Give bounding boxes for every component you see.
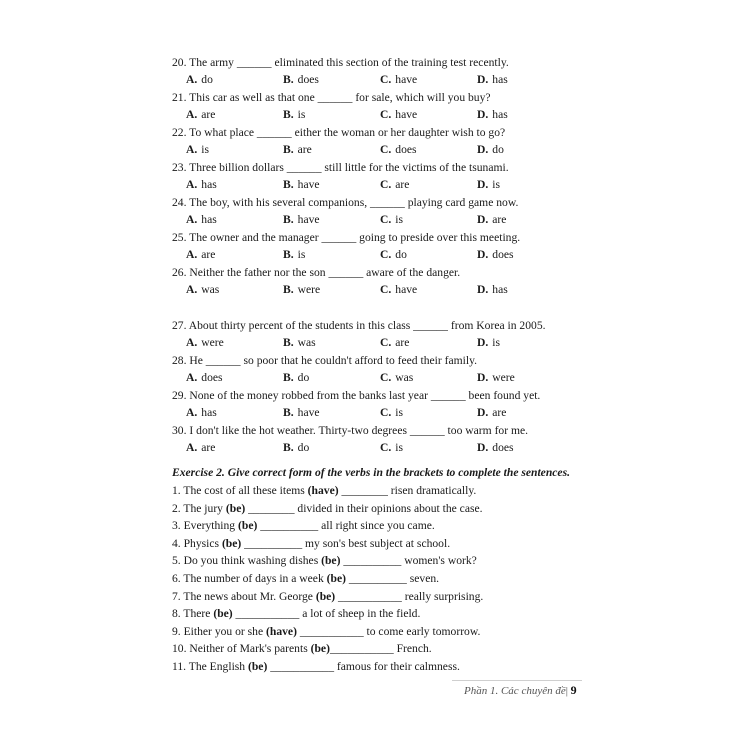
exercise-item-text: 4. Physics (172, 536, 222, 550)
exercise-item-text: 2. The jury (172, 501, 226, 515)
option-text: were (201, 336, 224, 349)
question-text: 25. The owner and the manager ______ going to preside over this meeting. (172, 231, 521, 244)
option-letter: C. (380, 143, 392, 156)
option-text: does (297, 73, 319, 86)
option-letter: B. (283, 441, 294, 454)
option-text: were (492, 371, 515, 384)
exercise-item-text: 1. The cost of all these items (172, 484, 308, 497)
exercise-item-text: 8. There (172, 607, 214, 621)
footer-section-label: Phần 1. Các chuyên đề (464, 685, 566, 697)
answer-option (283, 336, 316, 350)
answer-option (186, 213, 217, 227)
answer-option (283, 143, 312, 157)
option-text: have (395, 73, 418, 86)
option-letter: C. (380, 108, 392, 121)
option-letter: A. (186, 371, 198, 384)
answer-options (186, 441, 546, 455)
option-letter: A. (186, 73, 198, 86)
option-letter: C. (380, 283, 392, 296)
option-text: was (395, 371, 414, 384)
option-letter: D. (477, 73, 489, 86)
exercise-2-title: Exercise 2. Give correct form of the verbs in the brackets to complete the sentences. (172, 466, 570, 479)
option-text: is (297, 108, 306, 121)
answer-option (186, 441, 215, 455)
option-letter: C. (380, 178, 392, 191)
question-text: 24. The boy, with his several companions, ______ playing card game now. (172, 196, 519, 209)
exercise-item (172, 642, 432, 656)
answer-option (380, 371, 413, 385)
exercise-item-verb: (be) (326, 572, 346, 585)
answer-option (186, 143, 209, 157)
option-letter: D. (477, 336, 489, 349)
answer-option (380, 213, 403, 227)
exercise-item-verb: (be) (321, 554, 341, 568)
answer-option (380, 178, 409, 192)
exercise-item-blank-text: __________ women's work? (340, 554, 477, 568)
option-text: do (395, 248, 407, 261)
option-letter: D. (477, 283, 489, 296)
option-text: do (492, 143, 504, 156)
option-text: does (201, 371, 223, 384)
exercise-item-verb: (have) (307, 484, 339, 497)
option-text: is (492, 178, 501, 191)
answer-option (477, 143, 504, 157)
answer-option (477, 441, 514, 455)
answer-option (477, 283, 508, 297)
option-text: is (395, 441, 404, 454)
footer-separator: | (565, 685, 568, 697)
exercise-item (172, 537, 450, 551)
exercise-item (172, 502, 483, 516)
option-letter: C. (380, 73, 392, 86)
answer-option (283, 73, 319, 87)
answer-option (477, 248, 514, 262)
question-text: 23. Three billion dollars ______ still little for the victims of the tsunami. (172, 161, 509, 174)
page-number: 9 (570, 683, 577, 697)
exercise-item-verb: (be) (248, 660, 268, 673)
answer-option (477, 178, 500, 192)
option-text: has (201, 406, 217, 419)
answer-option (283, 178, 320, 192)
option-text: are (395, 336, 410, 349)
option-letter: D. (477, 108, 489, 121)
exercise-item-verb: (be) (310, 642, 330, 656)
option-text: is (395, 213, 404, 226)
exercise-item (172, 607, 420, 621)
exercise-item-text: 3. Everything (172, 519, 239, 533)
option-letter: B. (283, 371, 294, 384)
option-letter: D. (477, 371, 489, 384)
exercise-item-text: 11. The English (172, 660, 248, 673)
option-text: is (201, 143, 210, 156)
exercise-item-blank-text: ___________ to come early tomorrow. (296, 624, 481, 638)
exercise-item-verb: (be) (221, 536, 242, 550)
answer-options (186, 371, 546, 385)
exercise-item-blank-text: __________ seven. (345, 572, 440, 585)
answer-option (380, 406, 403, 420)
exercise-item (172, 590, 483, 604)
option-text: has (492, 283, 508, 296)
exercise-item (172, 572, 439, 586)
exercise-item-text: 6. The number of days in a week (172, 572, 327, 585)
answer-option (186, 371, 223, 385)
exercise-item (172, 554, 477, 568)
option-text: was (201, 283, 220, 296)
answer-options (186, 108, 546, 122)
question-text: 26. Neither the father nor the son ______ aware of the danger. (172, 266, 461, 279)
answer-options (186, 406, 546, 420)
option-letter: B. (283, 283, 294, 296)
option-letter: C. (380, 248, 392, 261)
option-letter: D. (477, 406, 489, 419)
answer-option (380, 441, 403, 455)
option-letter: D. (477, 213, 489, 226)
exercise-item-blank-text: ___________ French. (329, 642, 432, 656)
option-letter: B. (283, 406, 294, 419)
answer-options (186, 248, 546, 262)
exercise-item-blank-text: __________ my son's best subject at school. (241, 536, 451, 550)
question-text: 30. I don't like the hot weather. Thirty-two degrees ______ too warm for me. (172, 424, 529, 437)
exercise-item-text: 5. Do you think washing dishes (172, 554, 322, 568)
answer-option (283, 441, 309, 455)
exercise-item-text: 9. Either you or she (172, 624, 267, 638)
option-letter: A. (186, 108, 198, 121)
option-letter: A. (186, 213, 198, 226)
question-text: 28. He ______ so poor that he couldn't afford to feed their family. (172, 354, 478, 367)
option-letter: C. (380, 371, 392, 384)
answer-options (186, 73, 546, 87)
option-letter: B. (283, 248, 294, 261)
option-letter: B. (283, 213, 294, 226)
answer-option (380, 336, 409, 350)
exercise-item-blank-text: ___________ famous for their calmness. (267, 660, 460, 673)
answer-option (186, 108, 215, 122)
option-text: are (492, 406, 507, 419)
answer-options (186, 283, 546, 297)
exercise-item-text: 7. The news about Mr. George (172, 589, 316, 603)
option-text: does (395, 143, 417, 156)
answer-options (186, 178, 546, 192)
exercise-item-verb: (have) (266, 624, 297, 638)
option-letter: D. (477, 143, 489, 156)
option-letter: B. (283, 178, 294, 191)
answer-options (186, 336, 546, 350)
answer-option (283, 108, 305, 122)
answer-option (380, 143, 417, 157)
option-text: is (395, 406, 404, 419)
exercise-item-verb: (be) (238, 519, 258, 533)
exercise-item-verb: (be) (213, 607, 233, 621)
option-text: have (395, 283, 418, 296)
answer-option (186, 178, 217, 192)
answer-option (380, 283, 417, 297)
question-text: 20. The army ______ eliminated this section of the training test recently. (172, 56, 509, 69)
answer-option (283, 406, 320, 420)
option-letter: A. (186, 441, 198, 454)
option-text: are (395, 178, 410, 191)
option-text: do (297, 441, 310, 454)
footer-divider (452, 680, 582, 681)
answer-option (283, 371, 309, 385)
option-text: do (297, 371, 310, 384)
answer-option (477, 406, 506, 420)
question-text: 29. None of the money robbed from the banks last year ______ been found yet. (172, 389, 541, 402)
answer-option (380, 108, 417, 122)
question-text: 22. To what place ______ either the woman or her daughter wish to go? (172, 126, 506, 139)
option-letter: A. (186, 248, 198, 261)
exercise-item (172, 519, 435, 533)
option-text: was (297, 336, 316, 349)
answer-option (477, 336, 500, 350)
option-letter: A. (186, 406, 198, 419)
answer-options (186, 143, 546, 157)
option-letter: D. (477, 178, 489, 191)
answer-option (186, 336, 224, 350)
answer-option (283, 248, 305, 262)
exercise-item (172, 484, 476, 498)
option-text: have (297, 406, 320, 419)
option-text: are (492, 213, 507, 226)
option-text: are (297, 143, 312, 156)
option-text: has (201, 213, 217, 226)
option-text: does (492, 441, 514, 454)
answer-option (380, 248, 407, 262)
exercise-item-blank-text: __________ all right since you came. (257, 519, 435, 533)
option-text: do (201, 73, 213, 86)
answer-option (186, 283, 219, 297)
option-text: is (492, 336, 501, 349)
exercise-item (172, 660, 460, 674)
option-letter: B. (283, 73, 294, 86)
option-text: is (297, 248, 306, 261)
option-letter: A. (186, 178, 198, 191)
option-letter: C. (380, 406, 392, 419)
option-text: has (201, 178, 217, 191)
answer-option (477, 73, 508, 87)
answer-option (477, 371, 515, 385)
exercise-item (172, 625, 480, 639)
answer-option (186, 248, 215, 262)
exercise-item-blank-text: ________ divided in their opinions about the case. (245, 501, 483, 515)
question-text: 21. This car as well as that one ______ for sale, which will you buy? (172, 91, 491, 104)
option-letter: C. (380, 441, 392, 454)
option-letter: C. (380, 213, 392, 226)
exercise-item-blank-text: ________ risen dramatically. (338, 484, 477, 497)
answer-option (380, 73, 417, 87)
option-letter: A. (186, 143, 198, 156)
exercise-item-blank-text: ___________ really surprising. (335, 589, 484, 603)
option-letter: B. (283, 336, 294, 349)
exercise-item-verb: (be) (315, 589, 336, 603)
answer-option (283, 213, 320, 227)
option-text: has (492, 73, 508, 86)
option-letter: A. (186, 283, 198, 296)
option-text: were (297, 283, 321, 296)
answer-option (186, 73, 213, 87)
option-text: have (297, 213, 320, 226)
option-letter: A. (186, 336, 198, 349)
option-text: are (201, 248, 216, 261)
answer-option (477, 213, 506, 227)
exercise-item-text: 10. Neither of Mark's parents (172, 642, 311, 656)
option-text: does (492, 248, 514, 261)
option-letter: C. (380, 336, 392, 349)
option-text: have (297, 178, 320, 191)
page-footer (464, 683, 577, 698)
option-letter: B. (283, 143, 294, 156)
option-letter: D. (477, 441, 489, 454)
answer-option (186, 406, 217, 420)
answer-option (477, 108, 508, 122)
option-text: have (395, 108, 418, 121)
option-text: are (201, 441, 216, 454)
option-letter: B. (283, 108, 294, 121)
question-text: 27. About thirty percent of the students in this class ______ from Korea in 2005. (172, 319, 546, 332)
exercise-item-verb: (be) (225, 501, 246, 515)
answer-options (186, 213, 546, 227)
answer-option (283, 283, 320, 297)
option-text: are (201, 108, 216, 121)
option-letter: D. (477, 248, 489, 261)
option-text: has (492, 108, 508, 121)
exercise-item-blank-text: ___________ a lot of sheep in the field. (232, 607, 421, 621)
